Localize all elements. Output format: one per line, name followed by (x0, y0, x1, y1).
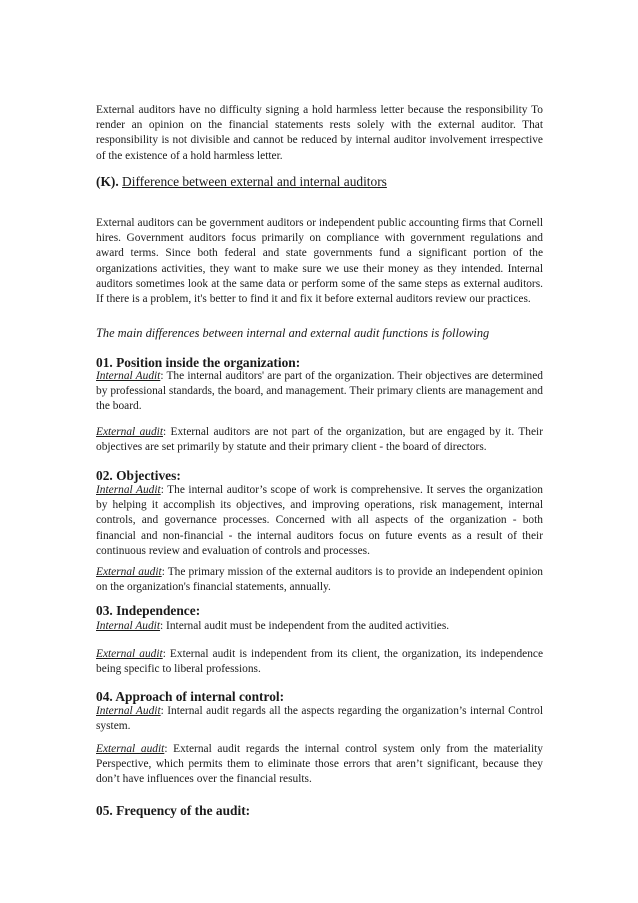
intro-paragraph: External auditors have no difficulty signing a hold harmless letter because the responsibility To render an opinion on the financial statements rests solely with the external auditor. That responsibility is not divisible and cannot be reduced by internal auditor involvement irrespective of the existence of a hold harmless letter. (96, 104, 543, 162)
item-02-external-text: : The primary mission of the external auditors is to provide an independent opinion on the organization's financial statements, annually. (96, 566, 543, 594)
item-01-external-text: : External auditors are not part of the organization, but are engaged by it. Their objectives are set primarily by statute and their primary client - the board of directors. (96, 426, 543, 454)
section-k-paragraph: External auditors can be government auditors or independent public accounting firms that Cornell hires. Government auditors focus primarily on compliance with government regulations and award terms. Since both federal and state governments fund a significant portion of the organizations activities, they want to make sure we use their money as they intended. Internal auditors sometimes look at the same data or perform some of the same steps as external auditors. If there is a problem, it's better to find it and fix it before external auditors review our practices. (96, 217, 543, 306)
item-01-internal (96, 369, 543, 415)
external-audit-label: External audit (96, 743, 165, 755)
item-03-internal-text: : Internal audit must be independent from the audited activities. (160, 620, 450, 632)
item-02-heading: 02. Objectives: (96, 468, 181, 483)
item-01-heading: 01. Position inside the organization: (96, 355, 301, 370)
item-04-heading: 04. Approach of internal control: (96, 689, 285, 704)
item-03-external-text: : External audit is independent from its client, the organization, its independence being specific to liberal professions. (96, 648, 543, 676)
item-03-internal (96, 619, 543, 634)
section-k-label: (K). (96, 174, 119, 189)
section-k-title: Difference between external and internal auditors (122, 174, 387, 189)
item-04-external (96, 742, 543, 788)
item-02-internal (96, 483, 543, 559)
item-01-internal-text: : The internal auditors' are part of the organization. Their objectives are determined by professional standards, the board, and management. Their primary clients are management and the board. (96, 370, 543, 413)
item-04-internal (96, 704, 543, 734)
item-03-external (96, 647, 543, 677)
external-audit-label: External audit (96, 648, 163, 660)
internal-audit-label: Internal Audit (96, 705, 161, 717)
item-02-external (96, 565, 543, 595)
external-audit-label: External audit (96, 426, 163, 438)
internal-audit-label: Internal Audit (96, 370, 161, 382)
internal-audit-label: Internal Audit (96, 620, 161, 632)
differences-lead-in: The main differences between internal and external audit functions is following (96, 326, 490, 340)
external-audit-label: External audit (96, 566, 162, 578)
item-01-external (96, 425, 543, 455)
item-02-internal-text: : The internal auditor’s scope of work is comprehensive. It serves the organization by helping it accomplish its objectives, and improving operations, risk management, internal controls, and governance processes. Concerned with all aspects of the organization - both financial and non-financial - the internal auditors focus on future events as a result of their continuous review and evaluation of controls and processes. (96, 484, 543, 557)
internal-audit-label: Internal Audit (96, 484, 161, 496)
item-04-external-text: : External audit regards the internal control system only from the materiality Perspective, which permits them to eliminate those errors that aren’t significant, because they don’t have influences over the financial results. (96, 743, 543, 786)
item-04-internal-text: : Internal audit regards all the aspects regarding the organization’s internal Control system. (96, 705, 543, 733)
section-k-heading (96, 174, 543, 190)
item-03-heading: 03. Independence: (96, 603, 201, 618)
item-05-heading: 05. Frequency of the audit: (96, 803, 251, 818)
